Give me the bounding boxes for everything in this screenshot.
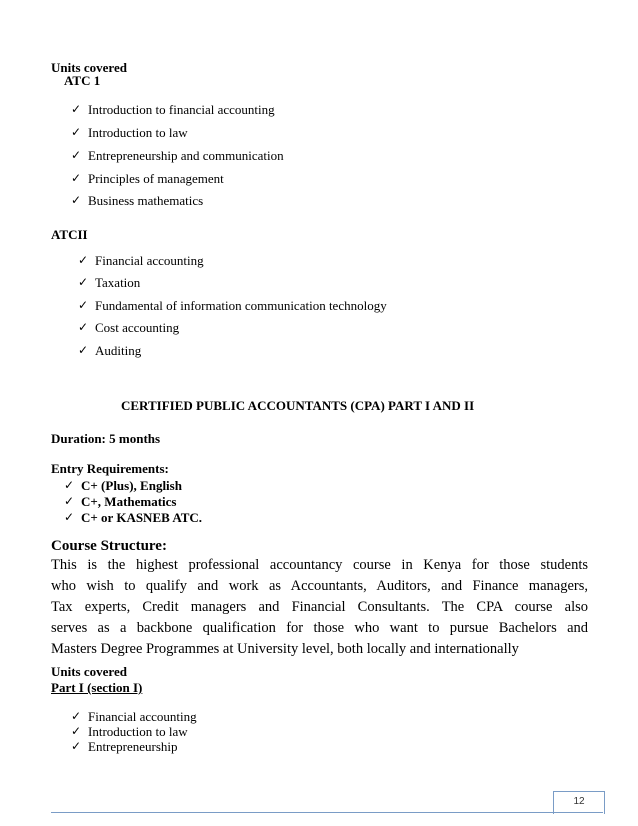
cpa-title: CERTIFIED PUBLIC ACCOUNTANTS (CPA) PART I AND II <box>121 398 475 413</box>
course-structure-paragraph <box>51 555 588 660</box>
document-page: Units covered ATC 1 ✓ Introduction to financial accounting ✓ Introduction to law ✓ Entrepreneurship and communication ✓ Principles of management ✓ Business mathematics ATCII ✓ Financial accounting ✓ Taxation ✓ Fundamental of information communication technology ✓ Cost accounting ✓ Auditing CERTIFIED PUBLIC ACCOUNTANTS (CPA) PART I AND II Duration: 5 months Entry Requirements: ✓ C+ (Plus), English ✓ C+, Mathematics ✓ C+ or KASNEB ATC. Course Structure: This is the highest professional accountancy course in Kenya for those students who wish to qualify and work as Accountants, Auditors, and Finance managers, Tax experts, Credit managers and Financial Consultants. The CPA course also serves as a backbone qualification for those who want to pursue Bachelors and Masters Degree Programmes at University level, both locally and internationally Units covered Part I (section I) ✓ Financial accounting ✓ Introduction to law ✓ Entrepreneurship 12 <box>0 0 638 826</box>
paragraph-line: Tax experts, Credit managers and Financial Consultants. The CPA course also <box>51 599 588 615</box>
page-number-box <box>553 791 605 814</box>
check-icon: ✓ <box>64 510 75 524</box>
check-icon: ✓ <box>71 148 82 162</box>
check-icon: ✓ <box>78 253 89 267</box>
units-covered-heading: Units covered <box>51 664 127 679</box>
check-icon: ✓ <box>78 275 89 289</box>
paragraph-line: This is the highest professional accountancy course in Kenya for those students <box>51 557 588 573</box>
check-icon: ✓ <box>71 724 82 738</box>
course-structure-heading: Course Structure: <box>51 538 167 554</box>
check-icon: ✓ <box>64 478 75 492</box>
atc1-heading: ATC 1 <box>64 73 101 88</box>
units-covered-heading: Units covered <box>51 60 127 75</box>
check-icon: ✓ <box>78 320 89 334</box>
paragraph-line: Masters Degree Programmes at University level, both locally and internationally <box>51 641 519 657</box>
paragraph-line: who wish to qualify and work as Accountants, Auditors, and Finance managers, <box>51 578 588 594</box>
check-icon: ✓ <box>71 739 82 753</box>
check-icon: ✓ <box>78 298 89 312</box>
check-icon: ✓ <box>71 125 82 139</box>
check-icon: ✓ <box>71 193 82 207</box>
check-icon: ✓ <box>71 102 82 116</box>
atcii-heading: ATCII <box>51 227 88 242</box>
duration-text: Duration: 5 months <box>51 431 161 446</box>
check-icon: ✓ <box>71 171 82 185</box>
check-icon: ✓ <box>64 494 75 508</box>
check-icon: ✓ <box>71 709 82 723</box>
footer-divider <box>51 812 603 813</box>
entry-requirements-heading: Entry Requirements: <box>51 461 169 476</box>
check-icon: ✓ <box>78 343 89 357</box>
page-number: 12 <box>573 796 585 807</box>
paragraph-line: serves as a backbone qualification for those who want to pursue Bachelors and <box>51 620 588 636</box>
part-one-heading: Part I (section I) <box>51 680 143 695</box>
